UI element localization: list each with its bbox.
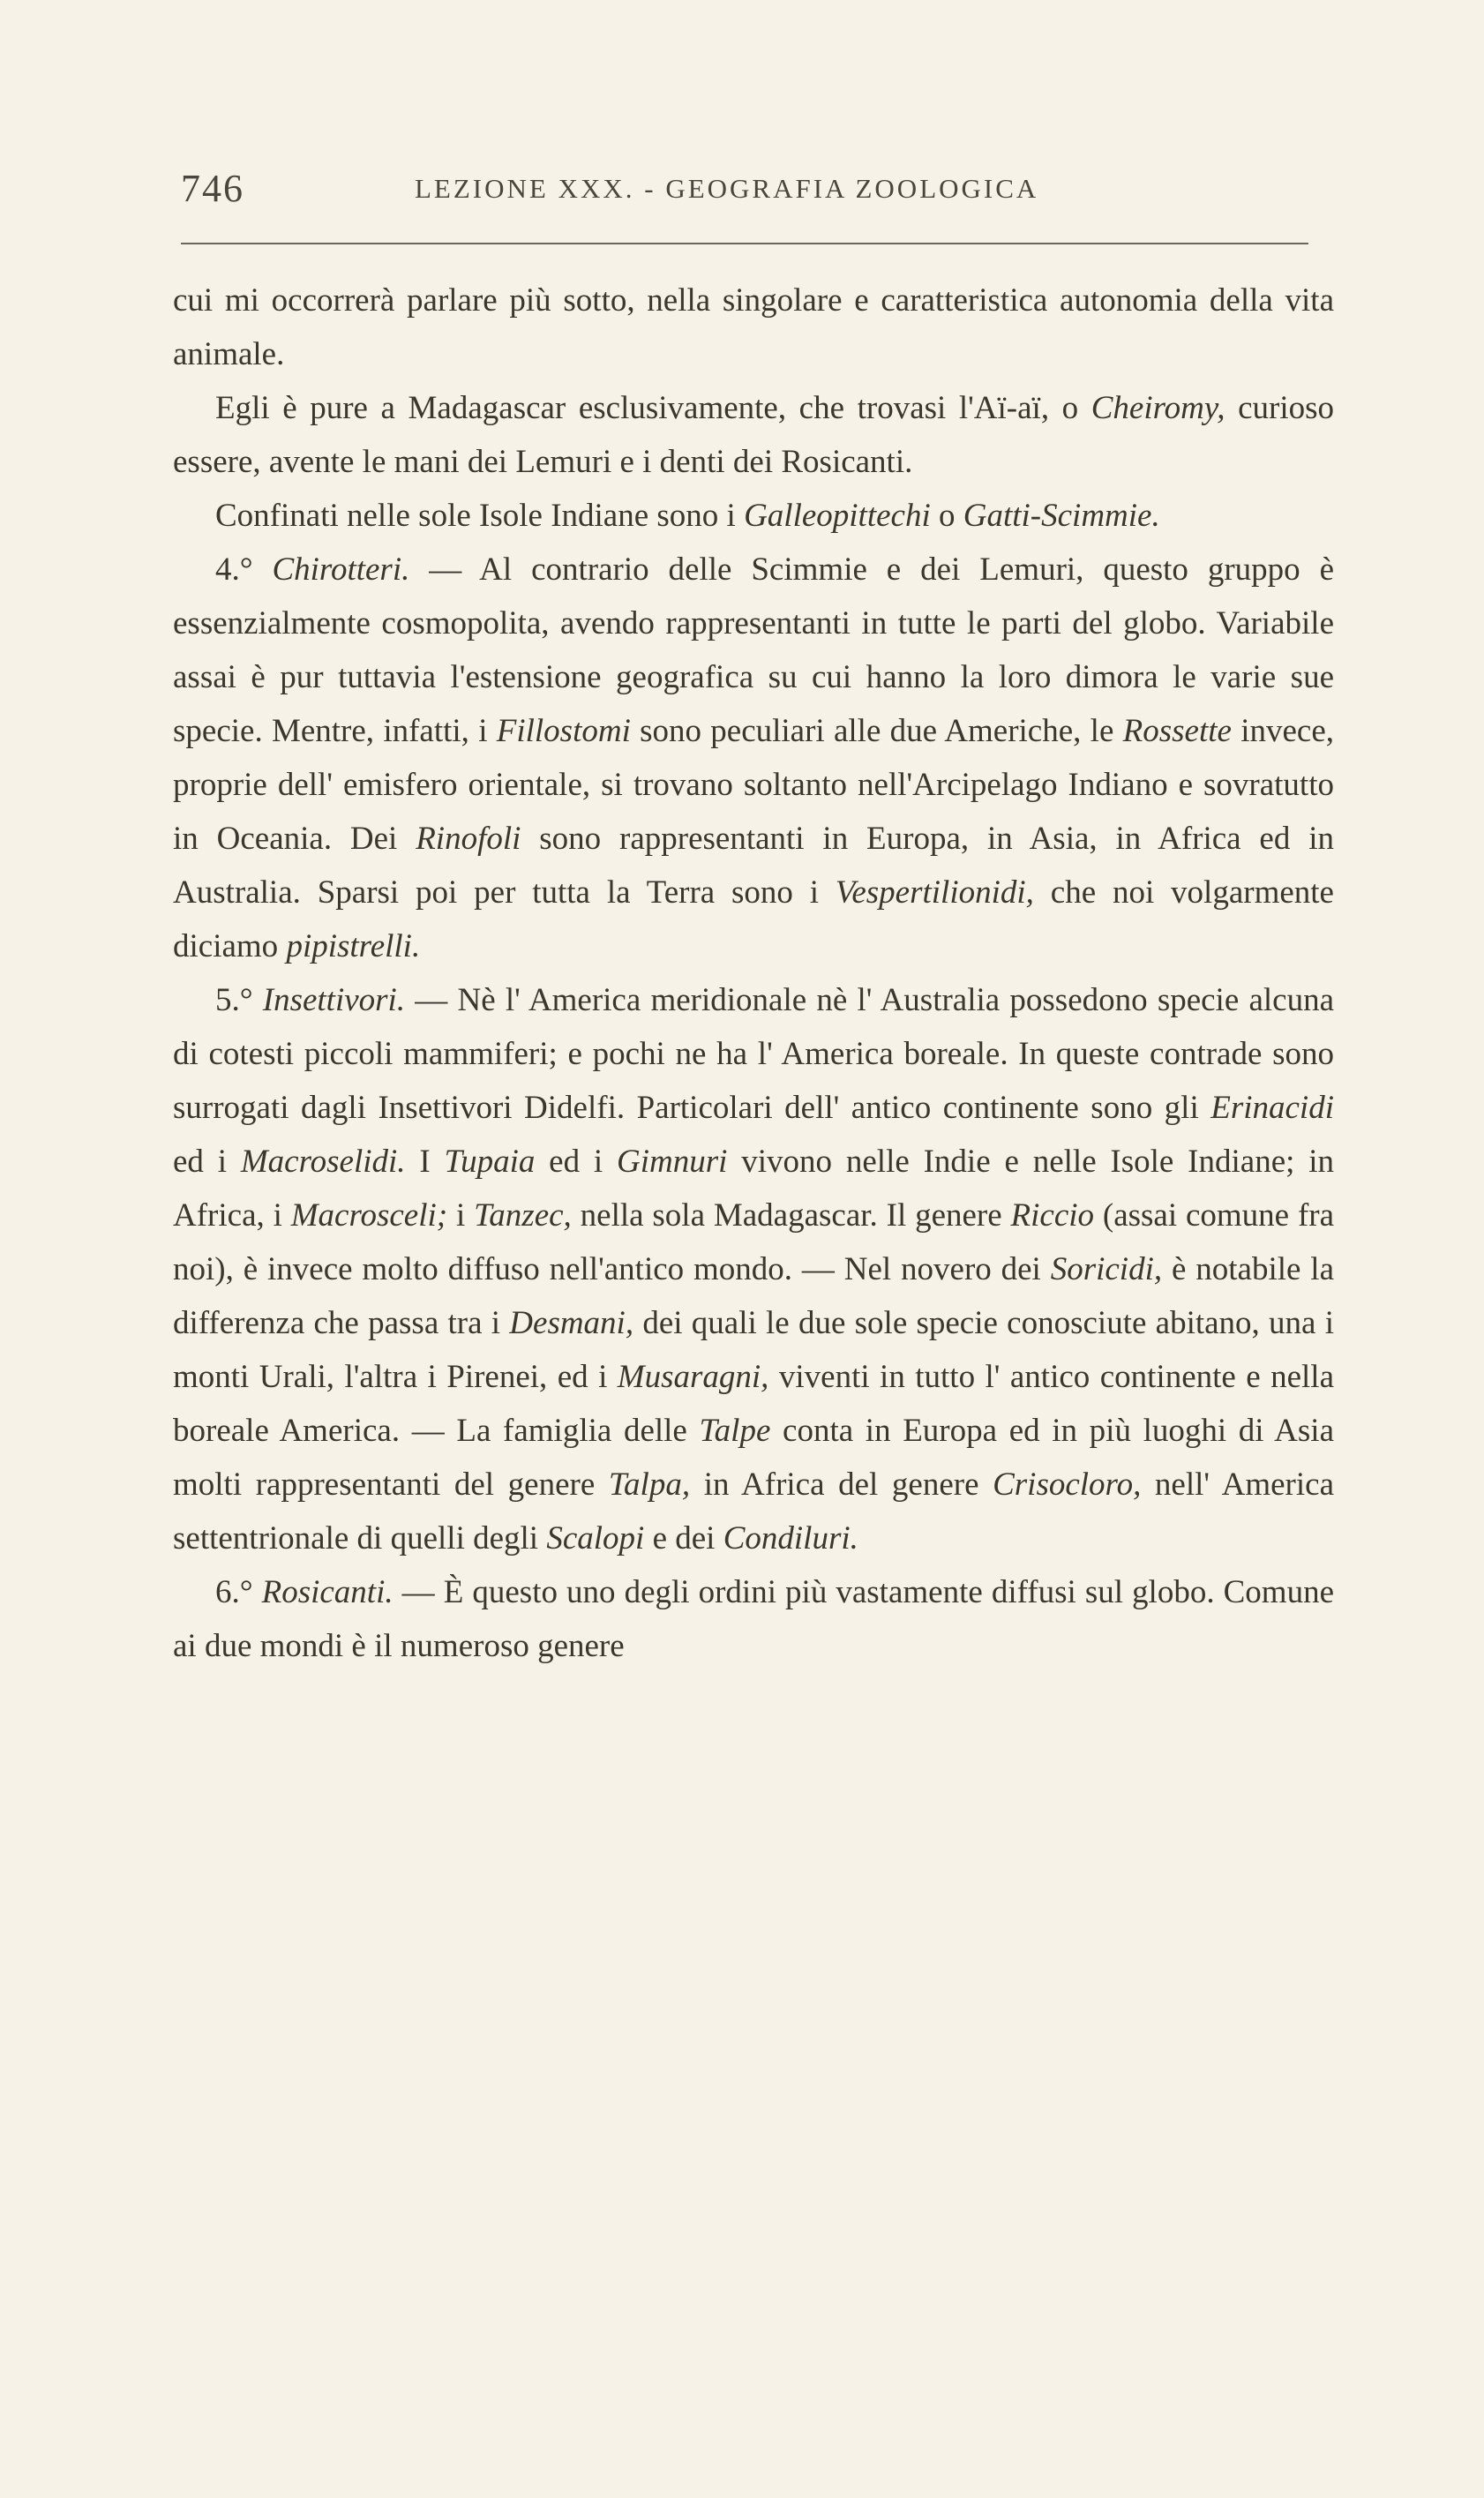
italic-term: Insettivori. <box>262 982 406 1018</box>
text-run: Egli è pure a Madagascar esclusivamente, che trovasi l'Aï-aï, o <box>215 390 1091 426</box>
italic-term: Cheiromy, <box>1091 390 1225 426</box>
text-run: 6.° <box>215 1574 262 1610</box>
text-run: 4.° <box>215 551 273 588</box>
italic-term: Gimnuri <box>617 1144 728 1180</box>
text-run: ed i <box>173 1144 241 1180</box>
italic-term: Desmani, <box>509 1305 634 1341</box>
text-run: cui mi occorrerà parlare più sotto, nella singolare e caratteristica autonomia della vita animale. <box>173 282 1334 372</box>
text-run: Confinati nelle sole Isole Indiane sono i <box>215 498 745 534</box>
italic-term: Macrosceli; <box>290 1197 448 1234</box>
text-run: dei quali le due sole specie conosciute abitano, una i monti Urali, l'altra i Pirenei, ed i <box>173 1305 1334 1395</box>
text-run: i <box>447 1197 475 1234</box>
italic-term: Riccio <box>1010 1197 1095 1234</box>
italic-term: Rosicanti. <box>261 1574 393 1610</box>
italic-term: Fillostomi <box>496 713 631 749</box>
text-run: nella sola Madagascar. Il genere <box>571 1197 1011 1234</box>
italic-term: Talpe <box>699 1413 771 1449</box>
running-title: LEZIONE XXX. - GEOGRAFIA ZOOLOGICA <box>415 173 1039 204</box>
text-run: conta in Europa ed in più luoghi di Asia molti rappresentanti del genere <box>173 1413 1334 1503</box>
paragraph <box>173 489 1334 543</box>
text-run: in Africa del genere <box>690 1467 993 1503</box>
text-run: invece, proprie dell' emisfero orientale, si trovano soltanto nell'Arcipelago Indiano e sovratutto in Oceania. Dei <box>173 713 1334 857</box>
paragraph <box>173 973 1334 1565</box>
text-run: 5.° <box>215 982 263 1018</box>
text-run: e dei <box>644 1520 723 1557</box>
italic-term: Scalopi <box>546 1520 645 1557</box>
text-run: ed i <box>535 1144 618 1180</box>
italic-term: pipistrelli. <box>286 928 421 964</box>
text-run: che noi volgarmente diciamo <box>173 874 1334 964</box>
running-head <box>181 159 1310 221</box>
italic-term: Galleopittechi <box>744 498 931 534</box>
italic-term: Macroselidi. <box>240 1144 406 1180</box>
body-text <box>173 274 1334 1673</box>
text-run: è notabile la differenza che passa tra i <box>173 1251 1335 1341</box>
italic-term: Vespertilionidi, <box>835 874 1034 911</box>
italic-term: Tanzec, <box>474 1197 572 1234</box>
text-run: — È questo uno degli ordini più vastamente diffusi sul globo. Comune ai due mondi è il numeroso genere <box>173 1574 1335 1664</box>
text-run: I <box>405 1144 445 1180</box>
text-run: o <box>930 498 963 534</box>
text-run: — Al contrario delle Scimmie e dei Lemuri, questo gruppo è essenzialmente cosmopolita, avendo rappresentanti in tutte le parti del globo. Variabile assai è pur tuttavia l'estensione geografica su cui hanno la loro dimora le varie sue specie. Mentre, infatti, i <box>173 551 1335 749</box>
paragraph <box>173 381 1334 489</box>
text-run: nell' America settentrionale di quelli degli <box>173 1467 1334 1557</box>
paragraph <box>173 543 1334 973</box>
paragraph <box>173 274 1334 381</box>
header-rule <box>181 243 1308 244</box>
text-run: sono rappresentanti in Europa, in Asia, in Africa ed in Australia. Sparsi poi per tutta la Terra sono i <box>173 821 1334 911</box>
text-run: viventi in tutto l' antico continente e nella boreale America. — La famiglia delle <box>173 1359 1334 1449</box>
text-run: curioso essere, avente le mani dei Lemuri e i denti dei Rosicanti. <box>173 390 1334 480</box>
paragraph <box>173 1565 1334 1673</box>
italic-term: Condiluri. <box>723 1520 858 1557</box>
italic-term: Soricidi, <box>1050 1251 1163 1287</box>
italic-term: Talpa, <box>608 1467 691 1503</box>
text-run: — Nè l' America meridionale nè l' Australia possedono specie alcuna di cotesti piccoli mammiferi; e pochi ne ha l' America boreale. In queste contrade sono surrogati dagli Insettivori Didelfi. Particolari dell' antico continente sono gli <box>173 982 1335 1126</box>
italic-term: Musaragni, <box>617 1359 769 1395</box>
italic-term: Rossette <box>1122 713 1232 749</box>
italic-term: Gatti-Scimmie. <box>963 498 1160 534</box>
italic-term: Rinofoli <box>416 821 521 857</box>
italic-term: Crisocloro, <box>993 1467 1142 1503</box>
italic-term: Chirotteri. <box>272 551 410 588</box>
italic-term: Erinacidi <box>1210 1090 1334 1126</box>
italic-term: Tupaia <box>444 1144 536 1180</box>
page-number: 746 <box>181 167 244 210</box>
text-run: sono peculiari alle due Americhe, le <box>630 713 1123 749</box>
text-run: (assai comune fra noi), è invece molto diffuso nell'antico mondo. — Nel novero dei <box>173 1197 1335 1287</box>
text-run: vivono nelle Indie e nelle Isole Indiane; in Africa, i <box>173 1144 1335 1234</box>
